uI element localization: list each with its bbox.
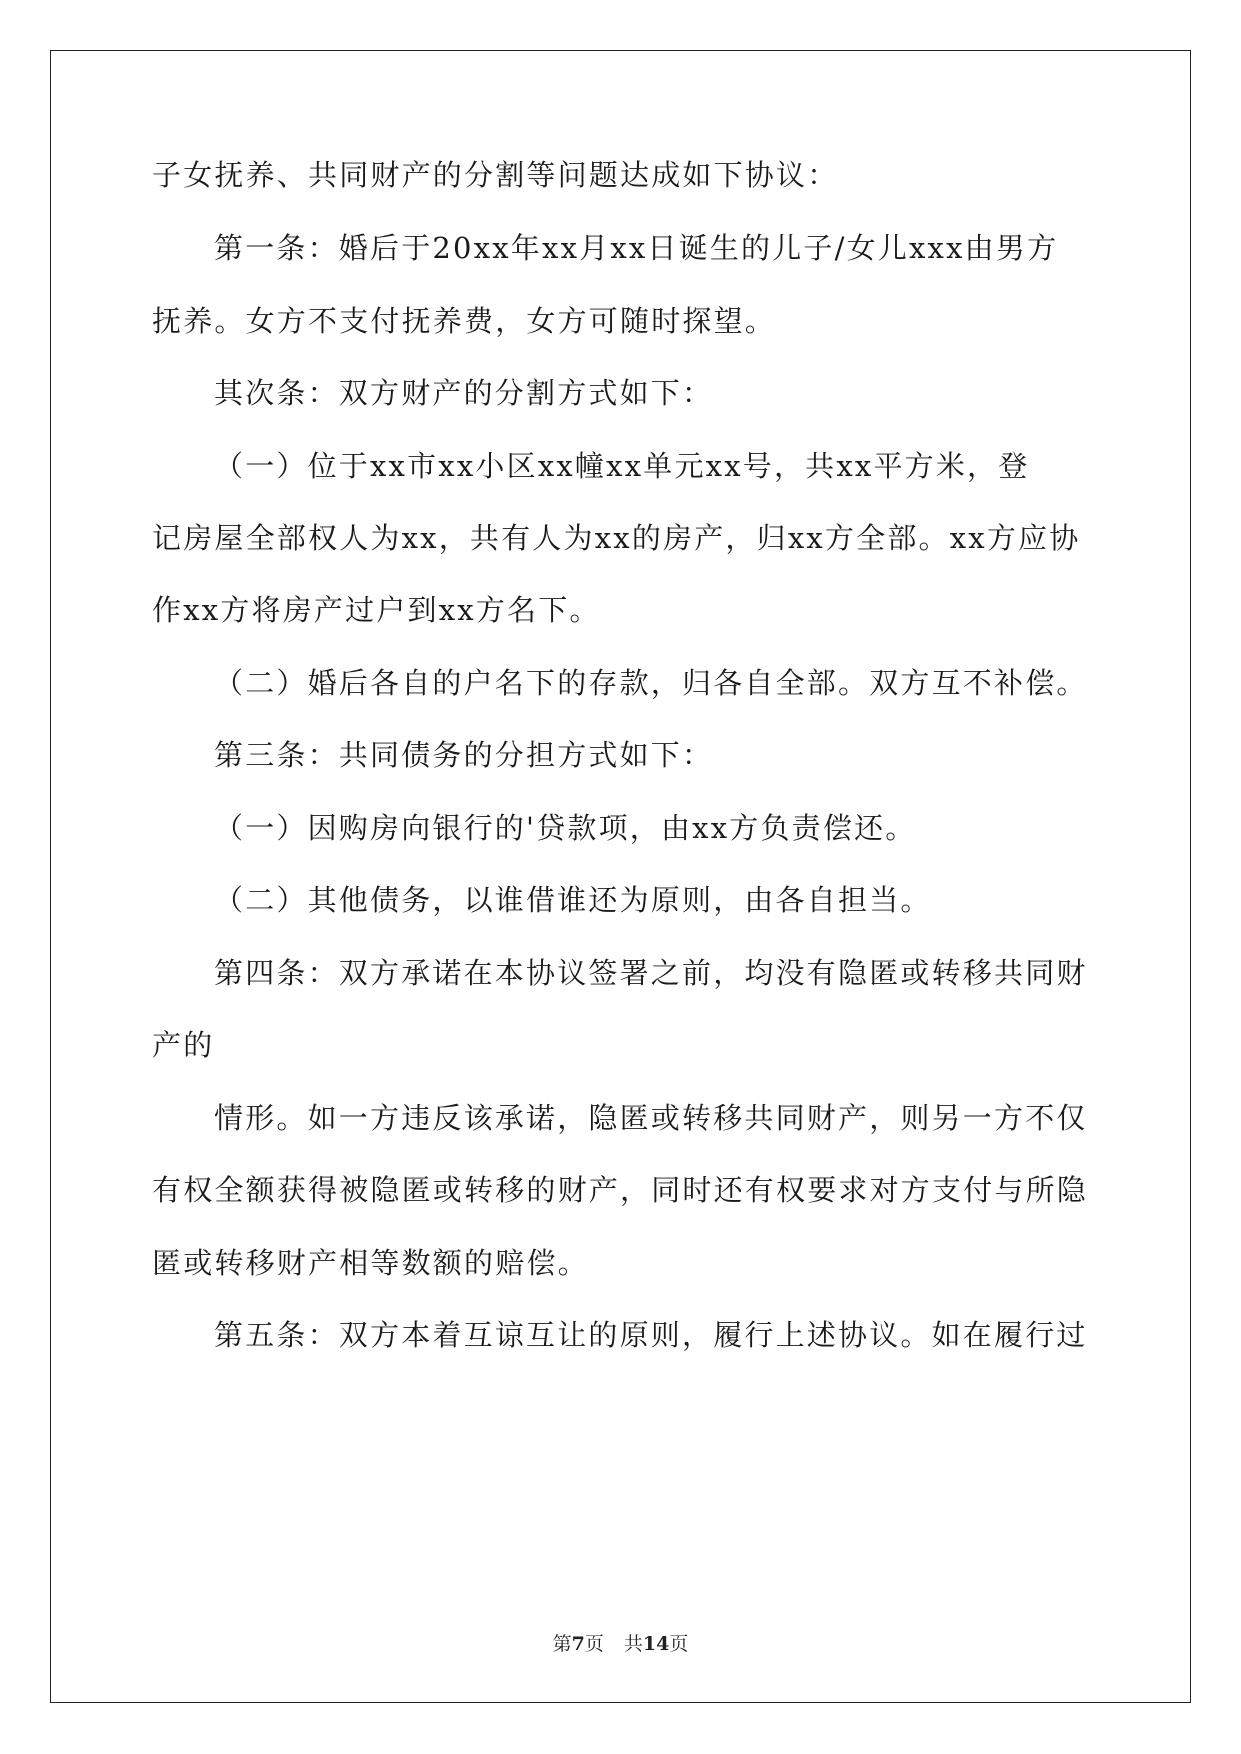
text-line: 抚养。女方不支付抚养费，女方可随时探望。 <box>152 304 777 338</box>
total-prefix: 共 <box>623 1633 643 1655</box>
text-line: 记房屋全部权人为xx，共有人为xx的房产，归xx方全部。xx方应协 <box>152 521 1081 555</box>
text-line: 产的 <box>152 1028 215 1062</box>
total-page-number: 14 <box>642 1633 670 1655</box>
text-line: 子女抚养、共同财产的分割等问题达成如下协议： <box>152 158 839 192</box>
text-line: （二）婚后各自的户名下的存款，归各自全部。双方互不补偿。 <box>214 666 1088 700</box>
text-line: 其次条：双方财产的分割方式如下： <box>214 376 714 410</box>
text-line: （一）因购房向银行的'贷款项，由xx方负责偿还。 <box>214 811 917 845</box>
text-line: 第五条：双方本着互谅互让的原则，履行上述协议。如在履行过 <box>214 1318 1088 1352</box>
total-unit: 页 <box>669 1633 689 1655</box>
text-line: 第三条：共同债务的分担方式如下： <box>214 738 714 772</box>
text-line: 情形。如一方违反该承诺，隐匿或转移共同财产，则另一方不仅 <box>214 1101 1088 1135</box>
page-prefix: 第 <box>552 1633 572 1655</box>
page-border <box>50 50 1191 1703</box>
text-line: （二）其他债务，以谁借谁还为原则，由各自担当。 <box>214 883 932 917</box>
text-line: 匿或转移财产相等数额的赔偿。 <box>152 1246 589 1280</box>
page-unit: 页 <box>584 1633 604 1655</box>
text-line: 第四条：双方承诺在本协议签署之前，均没有隐匿或转移共同财 <box>214 956 1088 990</box>
text-line: 有权全额获得被隐匿或转移的财产，同时还有权要求对方支付与所隐 <box>152 1173 1089 1207</box>
page-footer <box>0 1632 1241 1656</box>
text-line: 作xx方将房产过户到xx方名下。 <box>152 593 601 627</box>
current-page-number: 7 <box>571 1633 585 1655</box>
text-line: （一）位于xx市xx小区xx幢xx单元xx号，共xx平方米，登 <box>214 449 1030 483</box>
text-line: 第一条：婚后于20xx年xx月xx日诞生的儿子/女儿xxx由男方 <box>214 231 1059 265</box>
